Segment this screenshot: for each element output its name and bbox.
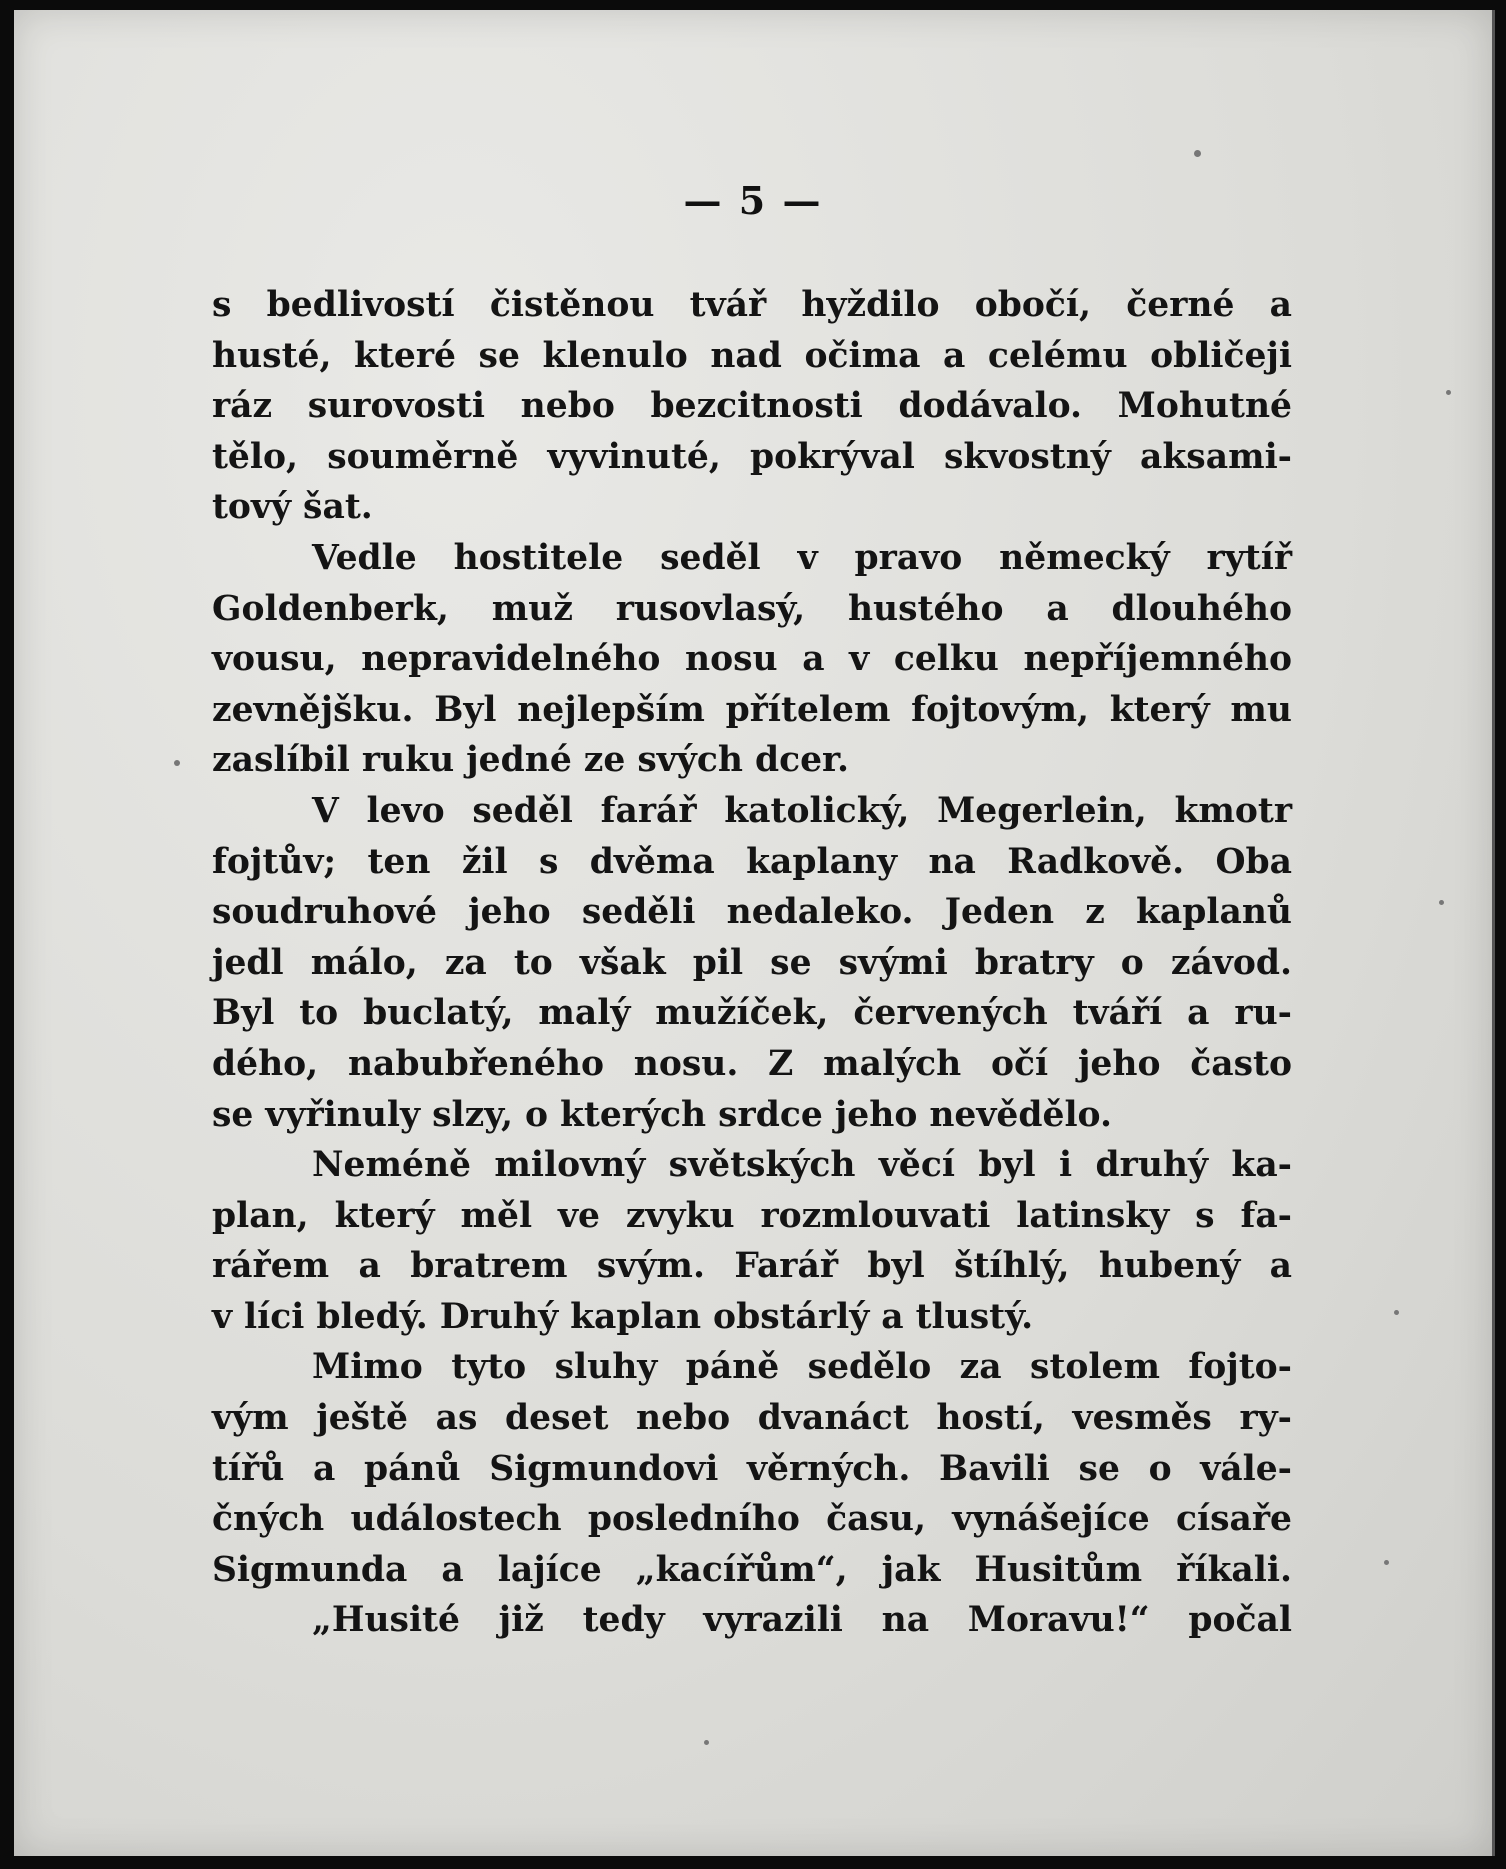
text-line: ráz surovosti nebo bezcitnosti dodávalo. Mohutné	[212, 386, 1292, 427]
text-line: Vedle hostitele seděl v pravo německý rytíř	[312, 537, 1292, 578]
speck	[1439, 900, 1444, 905]
page-number: — 5 —	[683, 178, 823, 223]
text-line: soudruhové jeho seděli nedaleko. Jeden z kaplanů	[212, 892, 1292, 933]
speck	[174, 760, 180, 766]
text-line: v líci bledý. Druhý kaplan obstárlý a tlustý.	[212, 1296, 1034, 1337]
speck	[1394, 1310, 1399, 1315]
text-line: zevnějšku. Byl nejlepším přítelem fojtovým, který mu	[212, 689, 1292, 730]
text-line: Goldenberk, muž rusovlasý, hustého a dlouhého	[212, 588, 1292, 629]
text-line: s bedlivostí čistěnou tvář hyždilo obočí, černé a	[212, 285, 1292, 325]
text-line: Byl to buclatý, malý mužíček, červených tváří a ru-	[212, 993, 1292, 1034]
text-line: husté, které se klenulo nad očima a celému obličeji	[212, 335, 1292, 376]
text-line: čných událostech posledního času, vynášejíce císaře	[212, 1499, 1292, 1540]
text-line: tířů a pánů Sigmundovi věrných. Bavili se o vále-	[212, 1448, 1292, 1489]
text-line: V levo seděl farář katolický, Megerlein, kmotr	[312, 790, 1292, 831]
text-line: vousu, nepravidelného nosu a v celku nepříjemného	[212, 639, 1292, 680]
text-line: „Husité již tedy vyrazili na Moravu!“ počal	[312, 1600, 1292, 1641]
text-line: dého, nabubřeného nosu. Z malých očí jeho často	[212, 1043, 1292, 1084]
text-line: Neméně milovný světských věcí byl i druhý ka-	[312, 1145, 1292, 1186]
speck	[1446, 390, 1451, 395]
body-text	[212, 280, 1292, 1646]
text-line: plan, který měl ve zvyku rozmlouvati latinsky s fa-	[212, 1195, 1292, 1236]
text-line: Sigmunda a lajíce „kacířům“, jak Husitům říkali.	[212, 1549, 1292, 1590]
text-line: jedl málo, za to však pil se svými bratry o závod.	[212, 942, 1292, 983]
speck	[1384, 1560, 1389, 1565]
book-page	[14, 10, 1495, 1856]
text-line: tělo, souměrně vyvinuté, pokrýval skvostný aksami-	[212, 436, 1292, 477]
text-line: se vyřinuly slzy, o kterých srdce jeho nevědělo.	[212, 1094, 1112, 1135]
text-line: tový šat.	[212, 487, 373, 528]
speck	[704, 1740, 709, 1745]
speck	[1194, 150, 1201, 157]
text-line: zaslíbil ruku jedné ze svých dcer.	[212, 740, 850, 781]
text-line: Mimo tyto sluhy páně sedělo za stolem fojto-	[312, 1347, 1292, 1388]
text-line: rářem a bratrem svým. Farář byl štíhlý, hubený a	[212, 1246, 1292, 1287]
text-line: vým ještě as deset nebo dvanáct hostí, vesměs ry-	[212, 1398, 1292, 1439]
text-line: fojtův; ten žil s dvěma kaplany na Radkově. Oba	[212, 841, 1292, 882]
